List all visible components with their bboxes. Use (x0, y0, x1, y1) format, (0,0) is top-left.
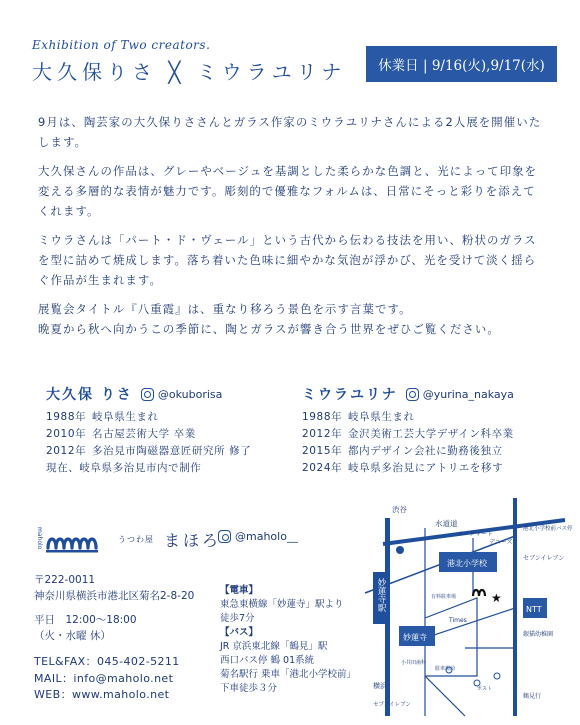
history-row (302, 426, 514, 443)
history-text: 都内デザイン会社に勤務後独立 (348, 445, 503, 457)
intro-text (38, 112, 543, 348)
history-text: 多治見市陶磁器意匠研究所 修了 (92, 445, 252, 457)
station-marker-icon (396, 546, 404, 554)
map-label-yorkmart: ヨークマート (457, 531, 494, 538)
map-label-small4: ポスト (477, 686, 493, 692)
access-bus-heading: 【バス】 (220, 627, 259, 638)
opening-hours: 平日 12:00〜18:00 (34, 614, 137, 626)
history-year: 2015年 (302, 445, 343, 457)
instagram-icon (406, 388, 419, 401)
history-row (46, 460, 251, 477)
access-train-line-1: 東急東横線「妙蓮寺」駅より (220, 599, 344, 610)
exhibition-title: 大久保りさ ╳ ミウラユリナ (32, 60, 347, 84)
artist-history (46, 409, 251, 477)
tel-fax[interactable]: TEL&FAX：045-402-5211 (34, 655, 180, 668)
artist-name: 大久保 りさ (46, 387, 133, 403)
access-map (365, 498, 573, 716)
instagram-icon (218, 530, 231, 543)
map-label-small2: 駐車場前 (435, 666, 456, 672)
access-bus-line-2: 西口バス停 鶴 01系統 (220, 655, 315, 666)
history-text: 岐阜県多治見にアトリエを移す (348, 462, 504, 474)
shop-address-block (34, 572, 194, 644)
history-text: 金沢美術工芸大学デザイン科卒業 (348, 428, 514, 440)
maholo-logo-mark (34, 518, 104, 562)
intro-paragraph-1: 9月は、陶芸家の大久保りささんとガラス作家のミウラユリナさんによる2人展を開催いたします。 (38, 115, 542, 149)
intro-paragraph-3: ミウラさんは「パート・ド・ヴェール」という古代から伝わる技法を用い、粉状のガラスを型に詰めて焼成します。落ち着いた色味に細やかな気泡が浮かび、光を受けて淡く揺らぐ作品が生まれます。 (38, 233, 537, 287)
map-label-tsurumi: 鶴見行 (523, 693, 542, 700)
artist-okubo (46, 384, 251, 477)
closed-note: （火・水曜 休） (34, 630, 111, 642)
shop-contact (34, 654, 180, 704)
artist-name: ミウラユリナ (302, 387, 398, 403)
temple-label: 妙蓮寺 (403, 633, 427, 642)
map-label-shibuya: 渋谷 (392, 505, 407, 514)
map-label-seven2: セブンイレブン (373, 702, 411, 708)
intro-paragraph-2: 大久保さんの作品は、グレーやベージュを基調とした柔らかな色調と、光によって印象を変える多層的な表情が魅力です。彫刻的で優雅なフォルムは、日常にそっと彩りを添えてくれます。 (38, 164, 538, 218)
ntt-label: NTT (526, 605, 542, 614)
shop-subtitle: うつわ屋 (118, 535, 154, 544)
shop-instagram-handle: @maholo__ (235, 530, 298, 543)
map-label-seven1: セブンイレブン (523, 555, 565, 562)
history-year: 2024年 (302, 462, 343, 474)
access-bus-line-1: JR 京浜東北線「鶴見」駅 (220, 641, 328, 652)
history-year: 2010年 (46, 428, 87, 440)
history-row (302, 443, 514, 460)
artist-instagram-link[interactable] (141, 388, 223, 401)
shop-name: まほろ (164, 531, 222, 550)
closed-days-badge: 休業日 | 9/16(火),9/17(水) (366, 46, 557, 82)
artist-miura (302, 384, 514, 477)
map-label-small1: 有料駐車場 (431, 594, 457, 600)
map-label-times: Times (449, 617, 467, 624)
artist-instagram-handle: @yurina_nakaya (422, 387, 514, 401)
mail-link[interactable]: MAIL：info@maholo.net (34, 671, 174, 685)
station-label: 妙蓮寺駅 (376, 578, 386, 612)
web-link[interactable]: WEB：www.maholo.net (34, 688, 170, 701)
map-label-bus-stop: 港北小学校前バス停 (523, 526, 573, 532)
intro-paragraph-4: 展覧会タイトル『八重霞』は、重なり移ろう景色を示す言葉です。 晩夏から秋へ向かうこの季節に、陶とガラスが響き合う世界をぜひご覧ください。 (38, 302, 500, 336)
shop-logo (34, 518, 104, 566)
history-text: 岐阜県生まれ (92, 411, 159, 423)
history-text: 現在、岐阜県多治見市内で制作 (46, 462, 202, 474)
map-label-dennys: デニーズ (489, 539, 513, 546)
shop-name-line (118, 528, 221, 551)
access-train-line-2: 徒歩7分 (220, 613, 255, 624)
access-bus-line-3: 菊名駅行 乗車「港北小学校前」 (220, 669, 357, 680)
history-row (46, 426, 251, 443)
postal-code: 〒222-0011 (34, 574, 96, 586)
history-row (302, 409, 514, 426)
address: 神奈川県横浜市港北区菊名2-8-20 (34, 590, 195, 602)
history-year: 1988年 (302, 411, 343, 423)
artist-instagram-handle: @okuborisa (157, 387, 223, 401)
history-year: 2012年 (302, 428, 343, 440)
instagram-icon (141, 388, 154, 401)
shop-star-icon: ★ (491, 591, 502, 605)
history-text: 名古屋芸術大学 卒業 (92, 428, 196, 440)
exhibition-tagline: Exhibition of Two creators. (32, 38, 211, 52)
history-row (46, 409, 251, 426)
access-info (220, 584, 356, 696)
access-train-heading: 【電車】 (220, 585, 259, 596)
artist-instagram-link[interactable] (406, 388, 514, 401)
shop-instagram-link[interactable] (218, 530, 298, 543)
map-label-nursery: 銀猫幼稚園 (523, 631, 554, 638)
history-row (46, 443, 251, 460)
logo-text: maholo (36, 527, 43, 550)
shop-marker-icon (473, 590, 485, 596)
history-year: 2012年 (46, 445, 87, 457)
school-label: 港北小学校 (447, 559, 487, 568)
map-label-suidomichi: 水道道 (435, 519, 458, 528)
map-label-yokohama: 横浜 (373, 682, 387, 690)
history-row (302, 460, 514, 477)
history-text: 岐阜県生まれ (348, 411, 415, 423)
history-year: 1988年 (46, 411, 87, 423)
map-label-small3: 小井田歯科 (401, 660, 427, 666)
access-bus-line-4: 下車徒歩３分 (220, 683, 278, 694)
artist-history (302, 409, 514, 477)
